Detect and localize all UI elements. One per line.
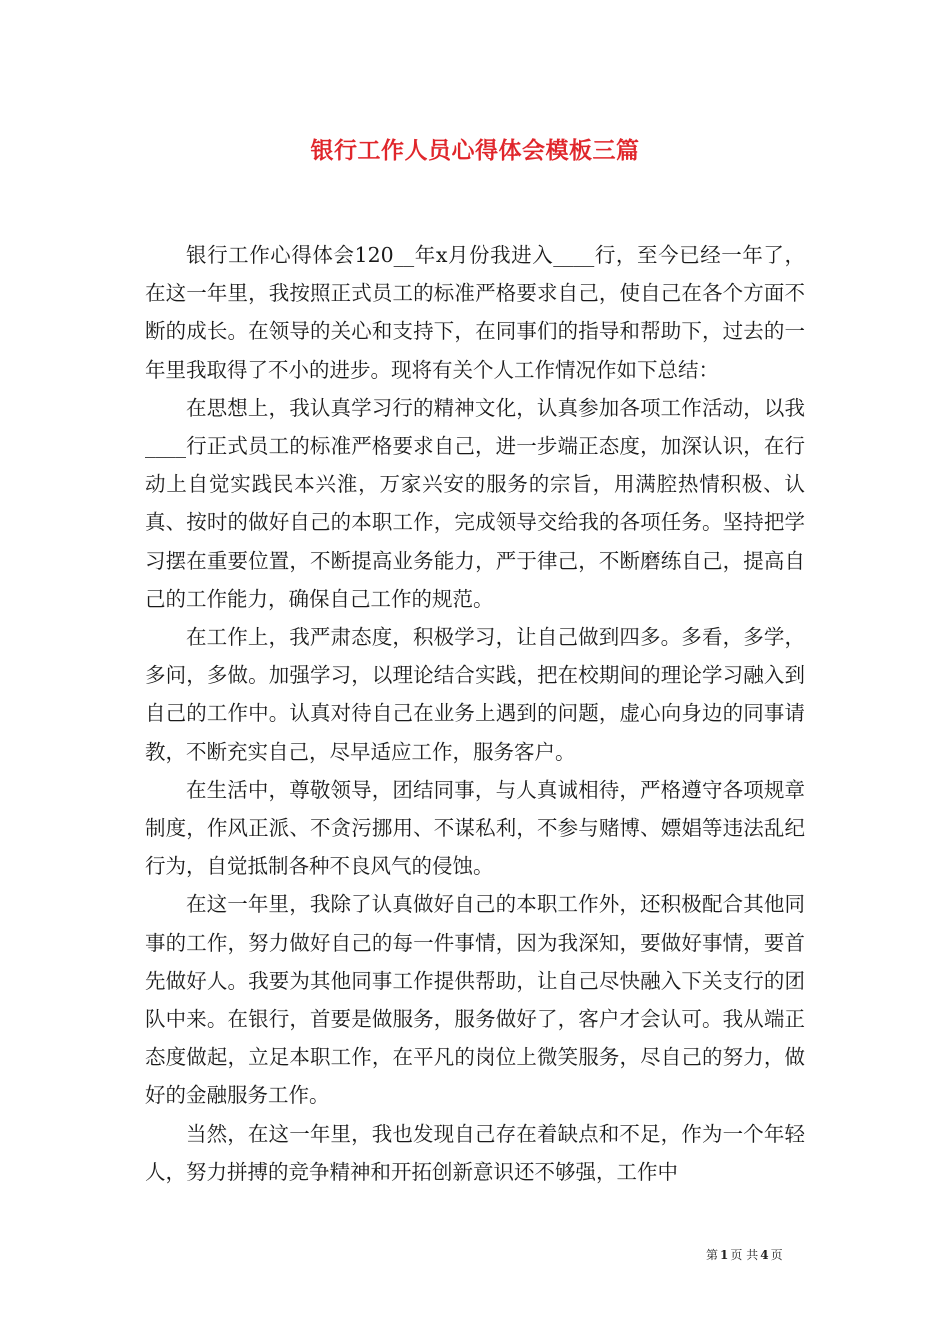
footer-suffix: 页 [770, 1248, 783, 1262]
paragraph-4: 在生活中，尊敬领导，团结同事，与人真诚相待，严格遵守各项规章制度，作风正派、不贪污挪用、不谋私利，不参与赌博、嫖娼等违法乱纪行为，自觉抵制各种不良风气的侵蚀。 [145, 777, 805, 879]
page-number-footer [706, 1246, 816, 1263]
total-pages-number: 4 [760, 1248, 769, 1262]
document-body [145, 236, 805, 1191]
paragraph-6: 当然，在这一年里，我也发现自己存在着缺点和不足，作为一个年轻人，努力拼搏的竞争精神和开拓创新意识还不够强，工作中 [145, 1121, 805, 1184]
paragraph-5: 在这一年里，我除了认真做好自己的本职工作外，还积极配合其他同事的工作，努力做好自己的每一件事情，因为我深知，要做好事情，要首先做好人。我要为其他同事工作提供帮助，让自己尽快融入下关支行的团队中来。在银行，首要是做服务，服务做好了，客户才会认可。我从端正态度做起，立足本职工作，在平凡的岗位上微笑服务，尽自己的努力，做好的金融服务工作。 [145, 892, 805, 1108]
current-page-number: 1 [720, 1248, 729, 1262]
paragraph-2: 在思想上，我认真学习行的精神文化，认真参加各项工作活动，以我____行正式员工的标准严格要求自己，进一步端正态度，加深认识，在行动上自觉实践民本兴淮，万家兴安的服务的宗旨，用满腔热情积极、认真、按时的做好自己的本职工作，完成领导交给我的各项任务。坚持把学习摆在重要位置，不断提高业务能力，严于律己，不断磨练自己，提高自己的工作能力，确保自己工作的规范。 [145, 395, 805, 611]
footer-middle: 页 共 [730, 1248, 759, 1262]
paragraph-1: 银行工作心得体会120__年x月份我进入____行，至今已经一年了，在这一年里，我按照正式员工的标准严格要求自己，使自己在各个方面不断的成长。在领导的关心和支持下，在同事们的指导和帮助下，过去的一年里我取得了不小的进步。现将有关个人工作情况作如下总结： [145, 243, 805, 382]
footer-prefix: 第 [706, 1248, 719, 1262]
document-title: 银行工作人员心得体会模板三篇 [310, 137, 640, 164]
paragraph-3: 在工作上，我严肃态度，积极学习，让自己做到四多。多看，多学，多问，多做。加强学习，以理论结合实践，把在校期间的理论学习融入到自己的工作中。认真对待自己在业务上遇到的问题，虚心向身边的同事请教，不断充实自己，尽早适应工作，服务客户。 [145, 625, 805, 764]
